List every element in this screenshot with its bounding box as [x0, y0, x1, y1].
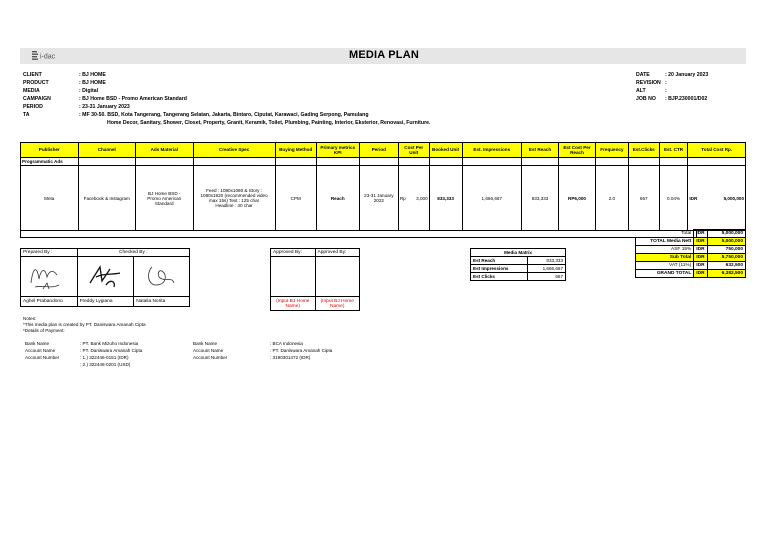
bank1-acc-value: : PT. Daniswara Amanah Cipta	[80, 348, 143, 353]
asf-val: 750,000	[707, 246, 745, 254]
checker2-name: Natalia Norita	[134, 297, 190, 307]
cell-ads-material: BJ Home BSD - Promo American Standard	[136, 166, 194, 231]
cell-est-reach: 833,333	[522, 166, 559, 231]
preparer-signature	[21, 257, 78, 297]
th-channel: Channel	[78, 143, 136, 158]
th-buying-method: Buying Method	[275, 143, 316, 158]
asf-label: ASF 15%	[636, 246, 694, 254]
product-label: PRODUCT	[23, 80, 49, 86]
list-item	[471, 273, 566, 281]
approver2-placeholder: (Input BJ Home Name)	[315, 297, 360, 311]
th-creative-spec: Creative Spec	[193, 143, 275, 158]
revision-value: :	[665, 80, 667, 86]
date-label: DATE	[636, 72, 650, 78]
th-ads-material: Ads Material	[136, 143, 194, 158]
th-booked-unit: Booked Unit	[429, 143, 462, 158]
checked-by-label: Checked By :	[77, 249, 189, 257]
th-period: Period	[359, 143, 398, 158]
svg-text:i-dac: i-dac	[40, 53, 56, 61]
client-value: : BJ HOME	[79, 72, 106, 78]
media-plan-table	[20, 142, 746, 231]
matrix-label: Est Reach	[471, 257, 528, 265]
vat-cur: IDR	[694, 262, 707, 270]
cell-kpi: Reach	[316, 166, 359, 231]
approved1-label: Approved By:	[271, 249, 316, 257]
signature-icon	[80, 259, 130, 293]
bank1-acc-label: Account Name	[25, 348, 56, 353]
list-item	[471, 265, 566, 273]
media-matrix-table	[470, 248, 566, 281]
cell-frequency: 2.0	[595, 166, 628, 231]
client-info	[23, 71, 623, 135]
grand-label: GRAND TOTAL	[636, 270, 694, 278]
th-est-impressions: Est. Impressions	[462, 143, 522, 158]
bank1-num-label: Account Number	[25, 355, 60, 360]
bank2-acc-value: : PT. Daniswara Amanah Cipta	[270, 348, 333, 353]
cell-cost-per-unit	[398, 166, 429, 231]
jobno-label: JOB NO	[636, 96, 656, 102]
checker1-signature	[77, 257, 134, 297]
signature-icon	[23, 259, 73, 293]
ta-value-1: : MF 30-50. BSD, Kota Tangerang, Tangerang Selatan, Jakarta, Bintaro, Ciputat, Karawaci, Gading Serpong, Pamulang	[79, 112, 369, 118]
th-total-cost: Total Cost Rp.	[688, 143, 746, 158]
revision-label: REVISION	[636, 80, 661, 86]
approved2-label: Approved By:	[315, 249, 360, 257]
total-cur: IDR	[694, 230, 707, 238]
notes-line2: *Details of Payment:	[23, 328, 65, 334]
alt-label: ALT	[636, 88, 646, 94]
total-currency: IDR	[689, 195, 698, 201]
preparer-name: Aghel Prabandono	[21, 297, 78, 307]
doc-info	[636, 71, 746, 107]
campaign-label: CAMPAIGN	[23, 96, 51, 102]
bank1-details	[25, 341, 185, 375]
media-matrix-title: Media Matrix	[471, 249, 566, 257]
bank1-num-value-2: : 2.) 322446-0201 (USD)	[80, 362, 131, 367]
matrix-value: 1,666,667	[528, 265, 566, 273]
bank2-details	[193, 341, 373, 363]
media-nett-label: TOTAL Media Nett	[636, 238, 694, 246]
ta-value-2: Home Decor, Sanitary, Shower, Closet, Property, Granit, Keramik, Toilet, Plumbing, Painting, Interior, Eksterior, Renovasi, Furniture.	[107, 120, 431, 126]
bank1-num-value-1: : 1.) 322446-0151 (IDR)	[80, 355, 129, 360]
matrix-value: 667	[528, 273, 566, 281]
subtotal-val: 5,750,000	[707, 254, 745, 262]
blank-row	[20, 229, 697, 238]
cell-period: 23-31 January 2022	[359, 166, 398, 231]
notes-title: Notes:	[23, 316, 37, 321]
jobno-value: : BJP.230001/D02	[665, 96, 708, 102]
checker1-name: Freddy Lygiana	[77, 297, 134, 307]
bank2-name-value: : BCA Indonesia	[270, 341, 303, 346]
cell-buying-method: CPM	[275, 166, 316, 231]
bank2-num-label: Account Number	[193, 355, 228, 360]
alt-value: :	[665, 88, 667, 94]
total-val: 5,000,000	[707, 230, 745, 238]
cell-creative-spec: Feed : 1080x1080 & Story : 1080x1920 (recommended video max 15s) Text : 125 char Headline : 40 char	[193, 166, 275, 231]
matrix-label: Est Impressions	[471, 265, 528, 273]
media-nett-val: 5,000,000	[707, 238, 745, 246]
th-publisher: Publisher	[21, 143, 79, 158]
section-label: Programmatic Ads	[21, 158, 79, 166]
cell-channel: Facebook & Instagram	[78, 166, 136, 231]
cell-est-impressions: 1,666,667	[462, 166, 522, 231]
approver1-placeholder: (Input BJ Home Name)	[271, 297, 316, 311]
bank1-name-value: : PT. Bank Mizuho Indonesia	[80, 341, 139, 346]
page-title: MEDIA PLAN	[348, 49, 420, 61]
total-label: Total	[681, 230, 692, 236]
th-cost-per-unit: Cost Per Unit	[398, 143, 429, 158]
vat-label: VAT (11%)	[636, 262, 694, 270]
grand-cur: IDR	[694, 270, 707, 278]
total-value: 5,000,000	[723, 195, 744, 201]
cell-total-cost	[688, 166, 746, 231]
th-est-cost-per-reach: Est Cost Per Reach	[559, 143, 596, 158]
signature-icon	[136, 259, 186, 293]
table-row	[21, 166, 746, 231]
cell-publisher: Meta	[21, 166, 79, 231]
matrix-value: 833,333	[528, 257, 566, 265]
bank2-acc-label: Account Name	[193, 348, 224, 353]
ta-label: TA	[23, 112, 30, 118]
th-est-reach: Est Reach	[522, 143, 559, 158]
cost-value: 3,000	[416, 195, 428, 201]
vat-val: 632,500	[707, 262, 745, 270]
media-nett-cur: IDR	[694, 238, 707, 246]
th-est-ctr: Est. CTR	[659, 143, 688, 158]
approval-table	[270, 248, 360, 311]
signature-table	[20, 248, 190, 307]
th-kpi: Primary metrics KPI	[316, 143, 359, 158]
cell-booked-unit: 833,333	[429, 166, 462, 231]
prepared-by-label: Prepared By :	[21, 249, 78, 257]
cell-est-cost-per-reach: RP6,000	[559, 166, 596, 231]
grand-val: 6,382,500	[707, 270, 745, 278]
cell-est-ctr: 0.04%	[659, 166, 688, 231]
list-item	[471, 257, 566, 265]
media-value: : Digital	[79, 88, 99, 94]
cost-currency: Rp	[399, 195, 406, 201]
bank2-name-label: Bank Name	[193, 341, 218, 346]
bank2-num-value: : 3190301472 (IDR)	[270, 355, 311, 360]
asf-cur: IDR	[694, 246, 707, 254]
th-est-clicks: Est.Clicks	[628, 143, 659, 158]
campaign-value: : BJ Home BSD - Promo American Standard	[79, 96, 187, 102]
client-label: CLIENT	[23, 72, 42, 78]
matrix-label: Est Clicks	[471, 273, 528, 281]
product-value: : BJ HOME	[79, 80, 106, 86]
period-label: PERIOD	[23, 104, 43, 110]
date-value: : 20 January 2023	[665, 72, 709, 78]
bank1-name-label: Bank Name	[25, 341, 50, 346]
totals-table	[635, 229, 746, 278]
subtotal-label: Sub Total	[636, 254, 694, 262]
media-label: MEDIA	[23, 88, 40, 94]
checker2-signature	[134, 257, 190, 297]
cell-est-clicks: 667	[628, 166, 659, 231]
period-value: : 23-31 January 2023	[79, 104, 130, 110]
subtotal-cur: IDR	[694, 254, 707, 262]
notes-line1: *This media plan is created by PT. Daniswara Amanah Cipta	[23, 322, 146, 328]
th-frequency: Frequency	[595, 143, 628, 158]
